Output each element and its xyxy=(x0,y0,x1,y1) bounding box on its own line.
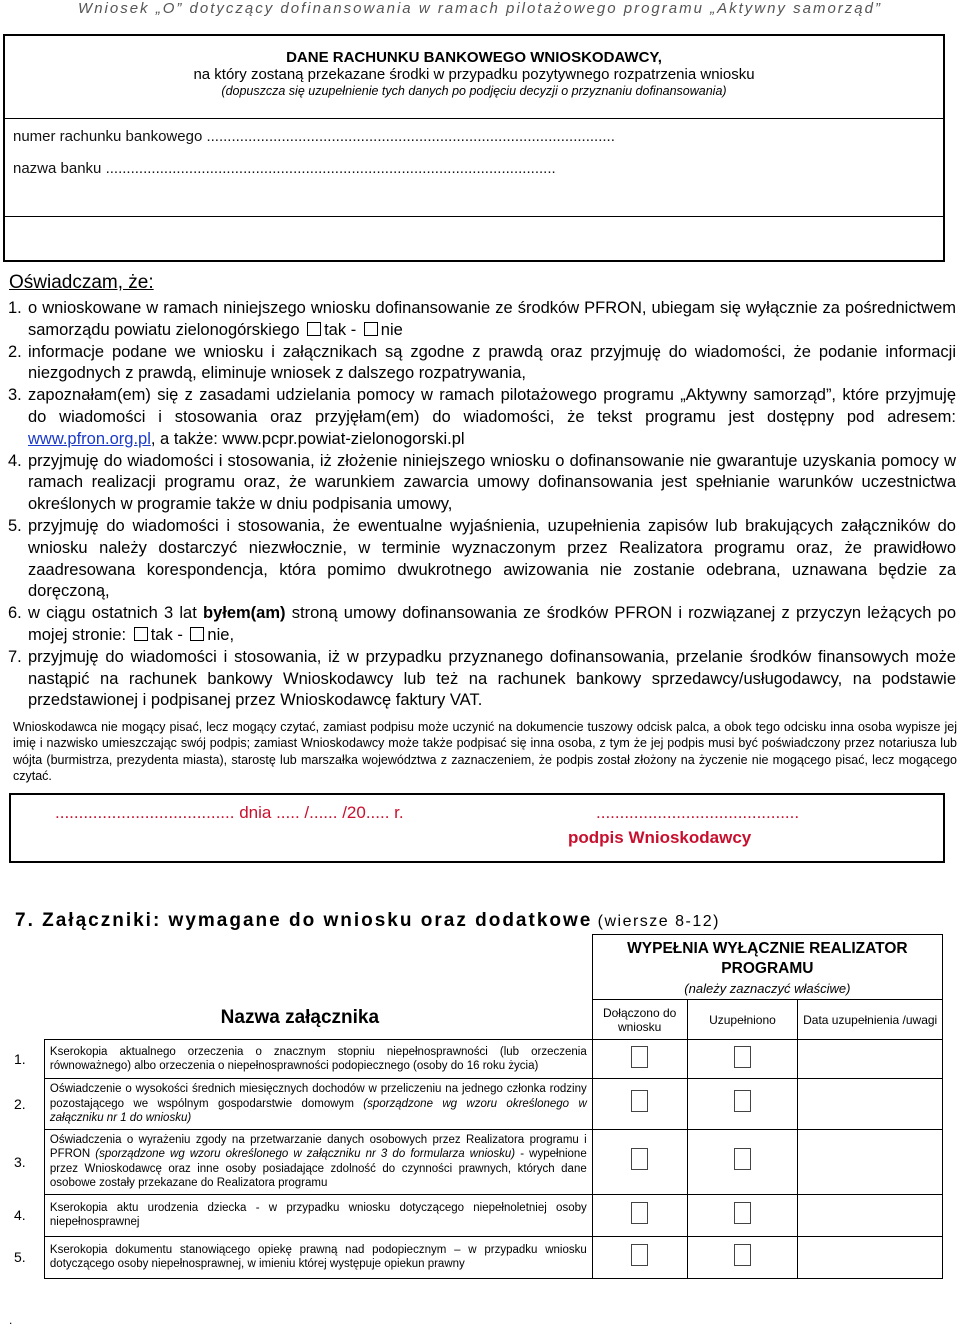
checkbox-icon[interactable] xyxy=(631,1148,648,1170)
item-text-tail: , a także: www.pcpr.powiat-zielonogorski.pl xyxy=(150,429,465,448)
item-text: zapoznałam(em) się z zasadami udzielania pomocy w ramach pilotażowego programu „Aktywny samorząd”, które przyjmuję do wiadomości i stosowania oraz przyjęłam(em) do wiadomości, że tekst programu jest dostępny pod adresem: xyxy=(28,386,956,426)
bank-section-subtitle: na który zostaną przekazane środki w przypadku pozytywnego rozpatrzenia wniosku xyxy=(193,66,755,83)
date-remarks-cell[interactable] xyxy=(798,1236,943,1278)
attachments-title-main: 7. Załączniki: wymagane do wniosku oraz dodatkowe xyxy=(15,910,593,931)
separator: - xyxy=(177,625,183,644)
supplemented-checkbox-cell[interactable] xyxy=(687,1129,798,1194)
signature-label: podpis Wnioskodawcy xyxy=(568,828,752,847)
checkbox-icon[interactable] xyxy=(734,1090,751,1112)
option-no-label: nie xyxy=(380,320,403,339)
supplemented-checkbox-cell[interactable] xyxy=(687,1040,798,1079)
declaration-item xyxy=(8,451,956,516)
checkbox-no[interactable] xyxy=(364,322,378,336)
attachment-name-text: Oświadczenia o wyrażeniu zgody na przetwarzanie danych osobowych przez Realizatora programu i PFRON xyxy=(49,1133,587,1160)
document-header: Wniosek „O” dotyczący dofinansowania w ramach pilotażowego programu „Aktywny samorząd” xyxy=(78,0,882,17)
realizator-header-note: (należy zaznaczyć właściwe) xyxy=(684,981,851,996)
row-number: 5. xyxy=(14,1249,26,1265)
declaration-item xyxy=(8,647,956,712)
row-number: 2. xyxy=(14,1095,26,1112)
checkbox-yes[interactable] xyxy=(134,627,148,641)
option-yes-label: tak xyxy=(324,320,347,339)
declaration-list xyxy=(8,298,956,712)
row-number: 3. xyxy=(14,1153,26,1170)
checkbox-no[interactable] xyxy=(190,627,204,641)
attachment-name: Kserokopia aktu urodzenia dziecka - w przypadku wniosku dotyczącego niepełnoletniej osoby niepełnosprawnej xyxy=(44,1194,592,1236)
checkbox-icon[interactable] xyxy=(734,1244,751,1266)
item-number: 6. xyxy=(8,604,22,623)
attachment-name: Kserokopia dokumentu stanowiącego opiekę prawną nad podopiecznym – w przypadku wniosku dotyczącego osoby niepełnosprawnej, w imieniu której występuje opiekun prawny xyxy=(44,1236,592,1278)
table-row xyxy=(8,1040,943,1079)
declaration-item xyxy=(8,298,956,342)
checkbox-icon[interactable] xyxy=(734,1148,751,1170)
account-number-field[interactable]: numer rachunku bankowego .................................................................................................. xyxy=(13,128,615,145)
checkbox-icon[interactable] xyxy=(734,1046,751,1068)
item-number: 4. xyxy=(8,451,22,470)
declaration-item xyxy=(8,342,956,386)
checkbox-icon[interactable] xyxy=(734,1202,751,1224)
signature-note: Wnioskodawca nie mogący pisać, lecz mogący czytać, zamiast podpisu może uczynić na dokumencie tuszowy odcisk palca, a obok tego odcisku inna osoba wypisze jej imię i nazwisko umieszczając swój podpis; zamiast Wnioskodawcy może także podpisać się inna osoba, z tym że jej podpis musi być poświadczony przez notariusza lub wójta (burmistrza, prezydenta miasta), starostę lub marszałka województwa z zaznaczeniem, że podpis został złożony na życzenie nie mogącego pisać, lecz mogącego czytać. xyxy=(13,720,957,784)
item-number: 5. xyxy=(8,516,22,535)
checkbox-icon[interactable] xyxy=(631,1202,648,1224)
attached-checkbox-cell[interactable] xyxy=(592,1040,687,1079)
attachment-name-italic: (sporządzone wg wzoru określonego w załączniku nr 1 do wniosku) xyxy=(49,1097,587,1124)
column-header-attached: Dołączono do wniosku xyxy=(592,1000,687,1040)
attached-checkbox-cell[interactable] xyxy=(592,1236,687,1278)
date-remarks-cell[interactable] xyxy=(798,1194,943,1236)
date-remarks-cell[interactable] xyxy=(798,1040,943,1079)
declaration-item xyxy=(8,516,956,603)
supplemented-checkbox-cell[interactable] xyxy=(687,1194,798,1236)
item-text-tail: stroną umowy dofinansowania ze środków PFRON i rozwiązanej z przyczyn leżących po mojej stronie: xyxy=(28,604,956,644)
item-number: 3. xyxy=(8,386,22,405)
attachment-name-italic: (sporządzone wg wzoru określonego w załączniku nr 3 do formularza wniosku) xyxy=(95,1148,516,1160)
column-header-supplemented: Uzupełniono xyxy=(687,1000,798,1040)
item-bold-text: byłem(am) xyxy=(203,604,286,623)
attachment-name: Kserokopia aktualnego orzeczenia o znacznym stopniu niepełnosprawności (lub orzeczenia równoważnego) albo orzeczenia o niepełnosprawności podopiecznego (osoby do 16 roku życia) xyxy=(44,1040,592,1079)
checkbox-icon[interactable] xyxy=(631,1046,648,1068)
pfron-link[interactable]: www.pfron.org.pl xyxy=(28,429,151,448)
checkbox-icon[interactable] xyxy=(631,1244,648,1266)
table-row xyxy=(8,1236,943,1278)
option-no-label: nie, xyxy=(207,625,235,644)
attachment-name-tail: - wypełnione przez Wnioskodawcę oraz inne osoby posiadające zdolność do czynności prawnych, których dane osobowe zostały przekazane do Realizatora programu xyxy=(49,1148,587,1189)
attachments-title-suffix: (wiersze 8-12) xyxy=(597,913,720,930)
table-row xyxy=(8,1079,943,1130)
bank-section-note: (dopuszcza się uzupełnienie tych danych po podjęciu decyzji o przyznaniu dofinansowania) xyxy=(221,84,727,98)
attachments-table xyxy=(8,934,943,1279)
item-text: o wnioskowane w ramach niniejszego wniosku dofinansowanie ze środków PFRON, ubiegam się wyłącznie za pośrednictwem samorządu powiatu zielonogórskiego xyxy=(28,299,956,339)
item-number: 1. xyxy=(8,299,22,317)
date-remarks-cell[interactable] xyxy=(798,1129,943,1194)
row-number: 4. xyxy=(14,1207,26,1223)
signature-field[interactable]: ........................................... xyxy=(596,803,800,822)
realizator-header-title: WYPEŁNIA WYŁĄCZNIE REALIZATOR PROGRAMU xyxy=(627,940,908,977)
attachments-title xyxy=(15,910,720,932)
column-header-name: Nazwa załącznika xyxy=(220,1007,380,1028)
realizator-header xyxy=(592,935,942,1000)
item-number: 2. xyxy=(8,342,22,361)
item-text: informacje podane we wniosku i załącznikach są zgodne z prawdą oraz przyjmuję do wiadomości, że podanie informacji niezgodnych z prawdą, eliminuje wniosek z dalszego rozpatrywania, xyxy=(28,342,956,383)
supplemented-checkbox-cell[interactable] xyxy=(687,1236,798,1278)
supplemented-checkbox-cell[interactable] xyxy=(687,1079,798,1130)
row-number: 1. xyxy=(14,1051,26,1067)
attachment-name xyxy=(44,1079,592,1130)
table-row xyxy=(8,1129,943,1194)
signature-box xyxy=(9,793,945,863)
bank-section-header xyxy=(5,36,943,119)
column-header-date: Data uzupełnienia /uwagi xyxy=(798,1000,943,1040)
checkbox-yes[interactable] xyxy=(307,322,321,336)
option-yes-label: tak xyxy=(150,625,173,644)
table-row xyxy=(8,1194,943,1236)
page-dot: . xyxy=(9,1313,13,1327)
attached-checkbox-cell[interactable] xyxy=(592,1129,687,1194)
date-remarks-cell[interactable] xyxy=(798,1079,943,1130)
separator: - xyxy=(350,320,357,339)
item-text: przyjmuję do wiadomości i stosowania, iż w przypadku przyznanego dofinansowania, przelanie środków finansowych może nastąpić na rachunek bankowy Wnioskodawcy lub też na rachunek bankowy sprzedawcy/usługodawcy, na podstawie przedstawionej i podpisanej przez Wnioskodawcę faktury VAT. xyxy=(28,647,956,710)
date-field[interactable]: ...................................... dnia ..... /...... /20..... r. xyxy=(55,803,404,822)
checkbox-icon[interactable] xyxy=(631,1090,648,1112)
declaration-item xyxy=(8,603,956,647)
bank-account-section xyxy=(3,34,945,262)
bank-name-field[interactable]: nazwa banku ............................................................................................................ xyxy=(13,160,556,177)
divider xyxy=(5,216,943,217)
attached-checkbox-cell[interactable] xyxy=(592,1079,687,1130)
item-text: przyjmuję do wiadomości i stosowania, że ewentualne wyjaśnienia, uzupełnienia zapisów lub brakujących załączników do wniosku należy dostarczyć niezwłocznie, w terminie wyznaczonym przez Realizatora programu oraz, że prawidłowo zaadresowana korespondencja, która pomimo dwukrotnego awizowania nie zostanie odebrana, uznawana będzie za doręczoną, xyxy=(28,516,956,601)
declaration-title: Oświadczam, że: xyxy=(9,272,154,293)
item-text: w ciągu ostatnich 3 lat xyxy=(28,604,197,623)
attachment-name xyxy=(44,1129,592,1194)
attachment-name-text: Oświadczenie o wysokości średnich miesięcznych dochodów w przeliczeniu na jednego członka rodziny pozostającego we wspólnym gospodarstwie domowym xyxy=(49,1083,587,1110)
attached-checkbox-cell[interactable] xyxy=(592,1194,687,1236)
item-text: przyjmuję do wiadomości i stosowania, iż złożenie niniejszego wniosku o dofinansowanie nie gwarantuje uzyskania pomocy w ramach realizacji programu oraz, że warunkiem zawarcia umowy dofinansowania jest spełnianie warunków uczestnictwa określonych w programie także w dniu podpisania umowy, xyxy=(28,451,956,514)
item-number: 7. xyxy=(8,647,22,666)
bank-section-title: DANE RACHUNKU BANKOWEGO WNIOSKODAWCY, xyxy=(286,49,662,66)
declaration-item xyxy=(8,385,956,450)
